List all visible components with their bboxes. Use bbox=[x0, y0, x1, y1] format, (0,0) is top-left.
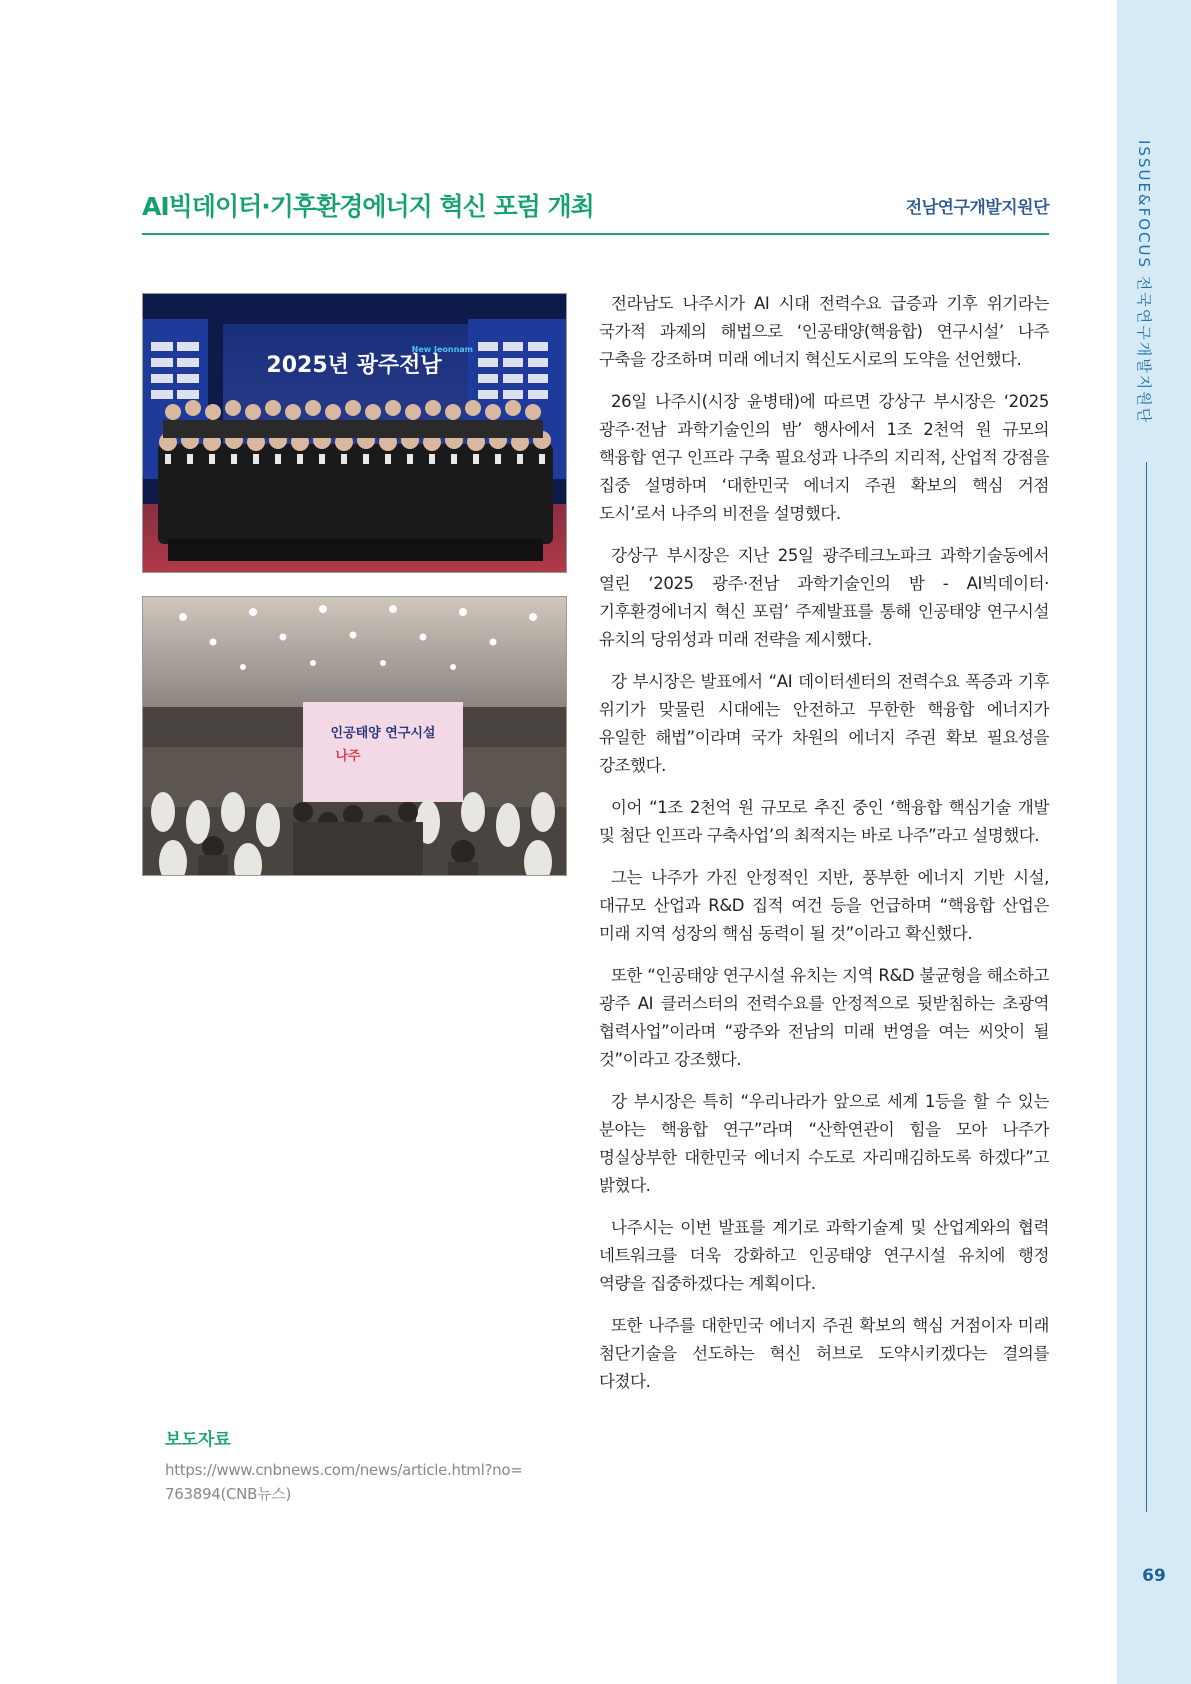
screen-highlight: 나주 bbox=[335, 749, 361, 764]
page-number: 69 bbox=[1142, 1566, 1166, 1586]
paragraph: 나주시는 이번 발표를 계기로 과학기술계 및 산업계와의 협력 네트워크를 더욱 강화하고 인공태양 연구시설 유치에 행정 역량을 집중하겠다는 계획이다. bbox=[599, 1218, 1049, 1293]
side-divider bbox=[1146, 462, 1147, 1512]
paragraph: 이어 “1조 2천억 원 규모로 추진 중인 ‘핵융합 핵심기술 개발 및 첨단 인프라 구축사업’의 최적지는 바로 나주”라고 설명했다. bbox=[599, 798, 1049, 845]
banner-logo: New Jeonnam bbox=[411, 345, 473, 354]
paragraph: 또한 나주를 대한민국 에너지 주권 확보의 핵심 거점이자 미래 첨단기술을 선도하는 혁신 허브로 도약시키겠다는 결의를 다졌다. bbox=[599, 1316, 1049, 1391]
forum-hall-photo bbox=[142, 596, 567, 876]
paragraph: 강 부시장은 특히 “우리나라가 앞으로 세계 1등을 할 수 있는 분야는 핵융합 연구”라며 “산학연관이 힘을 모아 나주가 명실상부한 대한민국 에너지 수도로 자리매김하도록 하겠다”고 밝혔다. bbox=[599, 1092, 1049, 1195]
banner-text: 2025년 광주전남 bbox=[266, 353, 442, 378]
paragraph: 강상구 부시장은 지난 25일 광주테크노파크 과학기술동에서 열린 ‘2025 광주·전남 과학기술인의 밤 - AI빅데이터·기후환경에너지 혁신 포럼’ 주제발표를 통해 인공태양 연구시설 유치의 당위성과 미래 전략을 제시했다. bbox=[599, 546, 1049, 649]
organization-name: 전남연구개발지원단 bbox=[905, 198, 1049, 218]
paragraph: 또한 “인공태양 연구시설 유치는 지역 R&D 불균형을 해소하고 광주 AI 클러스터의 전력수요를 안정적으로 뒷받침하는 초광역 협력사업”이라며 “광주와 전남의 미래 번영을 여는 씨앗이 될 것”이라고 강조했다. bbox=[599, 966, 1049, 1069]
paragraph: 전라남도 나주시가 AI 시대 전력수요 급증과 기후 위기라는 국가적 과제의 해법으로 ‘인공태양(핵융합) 연구시설’ 나주 구축을 강조하며 미래 에너지 혁신도시로의 도약을 선언했다. bbox=[599, 294, 1049, 369]
article-header bbox=[142, 183, 1049, 235]
article-body bbox=[599, 290, 1049, 1410]
paragraph: 강 부시장은 발표에서 “AI 데이터센터의 전력수요 폭증과 기후 위기가 맞물린 시대에는 안전하고 무한한 핵융합 에너지가 유일한 해법”이라며 국가 차원의 에너지 주권 확보 필요성을 강조했다. bbox=[599, 672, 1049, 775]
press-release-label: 보도자료 bbox=[165, 1430, 231, 1450]
section-label: ISSUE&FOCUS 전국연구개발지원단 bbox=[1135, 140, 1153, 425]
paragraph: 26일 나주시(시장 윤병태)에 따르면 강상구 부시장은 ‘2025 광주·전남 과학기술인의 밤’ 행사에서 1조 2천억 원 규모의 핵융합 연구 인프라 구축 필요성과 나주의 지리적, 산업적 강점을 집중 설명하며 ‘대한민국 에너지 주권 확보의 핵심 거점 도시’로서 나주의 비전을 설명했다. bbox=[599, 392, 1049, 523]
article-title: AI빅데이터·기후환경에너지 혁신 포럼 개최 bbox=[142, 192, 594, 221]
group-photo bbox=[142, 293, 567, 573]
press-release-link[interactable]: https://www.cnbnews.com/news/article.html?no=763894(CNB뉴스) bbox=[165, 1461, 523, 1503]
screen-text: 인공태양 연구시설 bbox=[330, 726, 436, 741]
paragraph: 그는 나주가 가진 안정적인 지반, 풍부한 에너지 기반 시설, 대규모 산업과 R&D 집적 여건 등을 언급하며 “핵융합 산업은 미래 지역 성장의 핵심 동력이 될 것”이라고 확신했다. bbox=[599, 868, 1049, 943]
